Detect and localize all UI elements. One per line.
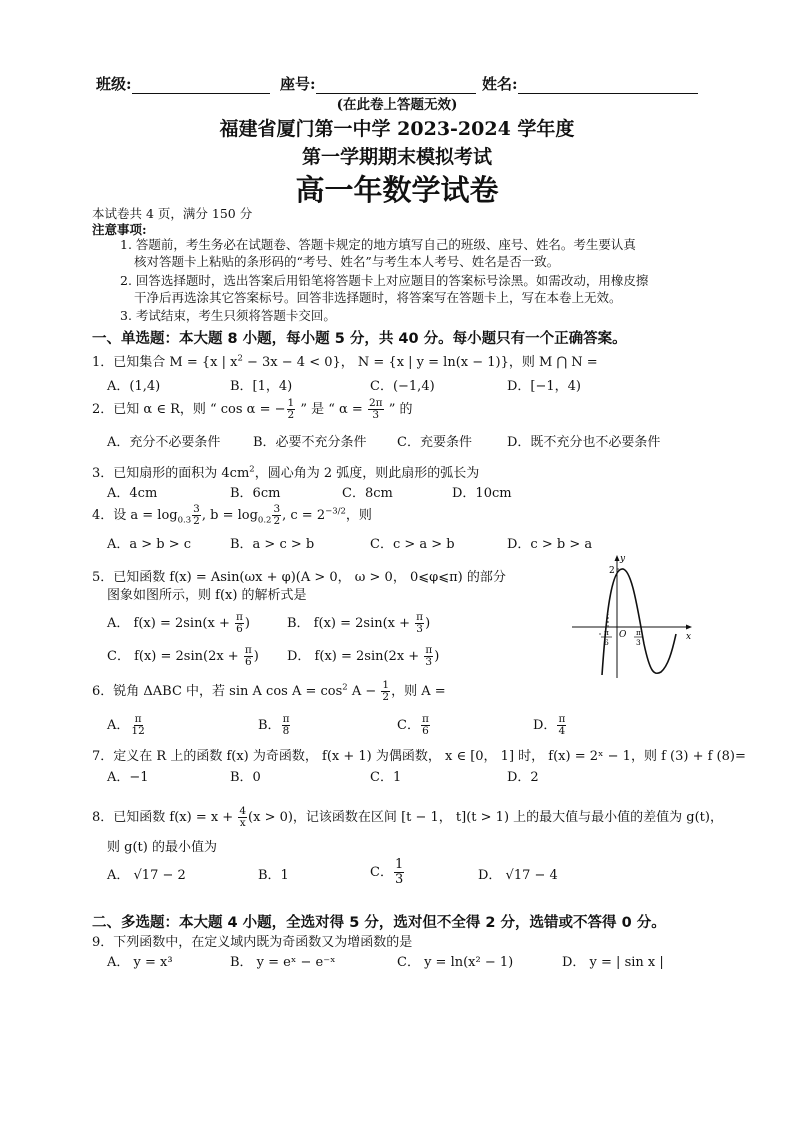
q6-c-fraction bbox=[421, 714, 430, 737]
page-title: 高一年数学试卷 bbox=[295, 173, 499, 207]
q7-option-d: D．2 bbox=[507, 770, 539, 785]
q3-option-d: D．10cm bbox=[452, 486, 512, 501]
q5-c-fraction bbox=[244, 645, 253, 668]
q8-stem-2: 则 g(t) 的最小值为 bbox=[107, 840, 217, 855]
notice: (在此卷上答题无效) bbox=[336, 97, 458, 113]
q2-fraction-2 bbox=[368, 398, 384, 421]
q6-option-a bbox=[107, 714, 147, 737]
q5-b-num: π bbox=[416, 611, 424, 623]
q3-stem-b: ，圆心角为 2 弧度，则此扇形的弧长为 bbox=[254, 466, 480, 481]
q8-option-a: A． √17 − 2 bbox=[107, 868, 186, 883]
q6-b-label: B． bbox=[258, 718, 281, 733]
q3-option-c: C．8cm bbox=[342, 486, 393, 501]
q1-option-a: A．(1,4) bbox=[107, 379, 161, 394]
q5-d-den: 3 bbox=[425, 656, 433, 668]
q8-stem-b: (x > 0)，记该函数在区间 [t − 1， t](t > 1) 上的最大值与最小值的差值为 g(t)， bbox=[248, 810, 723, 825]
q1-stem bbox=[92, 351, 598, 370]
q6-stem-a: 6．锐角 ΔABC 中，若 sin A cos A = cos bbox=[92, 684, 343, 699]
q4-sup: −3/2 bbox=[325, 506, 346, 517]
note-1a: 1. 答题前，考生务必在试题卷、答题卡规定的地方填写自己的班级、座号、姓名。考生要认真 bbox=[120, 237, 636, 252]
q5-b-fraction bbox=[415, 612, 424, 635]
note-2b: 干净后再选涂其它答案标号。回答非选择题时，将答案写在答题卡上，写在本卷上无效。 bbox=[134, 290, 622, 305]
q8-f-den: x bbox=[239, 817, 246, 829]
q2-stem-b: ” 是 “ α = bbox=[296, 402, 367, 417]
q5-y-arrow bbox=[615, 555, 620, 561]
title-line1: 福建省厦门第一中学 2023-2024 学年度 bbox=[219, 118, 575, 140]
q4-option-d: D．c > b > a bbox=[507, 537, 593, 552]
q4-f1-den: 2 bbox=[193, 515, 200, 527]
q1-stem-a: 1．已知集合 M = {x | x bbox=[92, 355, 238, 370]
q5-left-tick-den: 6 bbox=[604, 638, 609, 647]
q7-stem: 7．定义在 R 上的函数 f(x) 为奇函数， f(x + 1) 为偶函数， x ∈ [0， 1] 时， f(x) = 2ˣ − 1，则 f (3) + f (8)= bbox=[92, 749, 746, 764]
q5-x-arrow bbox=[686, 625, 692, 630]
q6-a-num: π bbox=[134, 713, 142, 725]
q3-stem bbox=[92, 462, 479, 481]
q4-f1-num: 3 bbox=[193, 503, 200, 515]
q5-c-post: ) bbox=[253, 649, 259, 664]
q5-right-tick-num: π bbox=[636, 628, 641, 637]
q5-c-num: π bbox=[244, 644, 252, 656]
q8-option-d: D． √17 − 4 bbox=[478, 868, 558, 883]
q4-fraction-2 bbox=[272, 504, 281, 527]
q5-a-den: 6 bbox=[236, 623, 243, 635]
q8-c-den: 3 bbox=[394, 872, 404, 887]
q9-option-a: A． y = x³ bbox=[107, 955, 173, 970]
q4-f2-num: 3 bbox=[273, 503, 281, 515]
q5-right-tick-den: 3 bbox=[636, 638, 641, 647]
name-label: 姓名: bbox=[482, 75, 518, 93]
q5-left-tick-num: π bbox=[604, 628, 609, 637]
q5-curve bbox=[602, 569, 676, 675]
q9-option-d: D． y = | sin x | bbox=[562, 955, 664, 970]
note-3: 3. 考试结束，考生只须将答题卡交回。 bbox=[120, 308, 336, 323]
q6-a-den: 12 bbox=[131, 725, 145, 737]
q4-stem bbox=[92, 504, 372, 527]
note-1b: 核对答题卡上粘贴的条形码的“考号、姓名”与考生本人考号、姓名是否一致。 bbox=[134, 254, 560, 269]
q2-option-d: D．既不充分也不必要条件 bbox=[507, 435, 661, 450]
q5-x-label: x bbox=[686, 632, 692, 642]
q8-c-num: 1 bbox=[394, 857, 404, 872]
q5-sine-graph bbox=[566, 552, 696, 682]
q6-option-d bbox=[533, 714, 567, 737]
q6-d-den: 4 bbox=[558, 725, 566, 737]
q6-d-fraction bbox=[557, 714, 566, 737]
q2-f1-num: 1 bbox=[287, 397, 295, 409]
name-blank bbox=[518, 79, 698, 94]
pages-info: 本试卷共 4 页，满分 150 分 bbox=[92, 206, 253, 221]
q5-d-num: π bbox=[425, 644, 433, 656]
q6-f-den: 2 bbox=[382, 691, 390, 703]
q5-option-c bbox=[107, 645, 259, 668]
q9-option-b: B． y = eˣ − e⁻ˣ bbox=[230, 955, 336, 970]
q8-f-num: 4 bbox=[239, 805, 247, 817]
q5-option-a bbox=[107, 612, 250, 635]
q2-option-b: B．必要不充分条件 bbox=[253, 435, 367, 450]
q2-fraction-1 bbox=[287, 398, 296, 421]
q6-c-num: π bbox=[421, 713, 429, 725]
q1-stem-b: − 3x − 4 < 0}， N = {x | y = ln(x − 1)}，则 M ⋂ N = bbox=[242, 355, 598, 370]
q8-c-fraction bbox=[394, 858, 404, 887]
q8-stem bbox=[92, 806, 723, 829]
q3-option-b: B．6cm bbox=[230, 486, 281, 501]
note-2a: 2. 回答选择题时，选出答案后用铅笔将答题卡上对应题目的答案标号涂黑。如需改动，用橡皮擦 bbox=[120, 273, 649, 288]
q9-stem: 9．下列函数中，在定义域内既为奇函数又为增函数的是 bbox=[92, 935, 413, 950]
q5-a-fraction bbox=[235, 612, 244, 635]
q2-f2-num: 2π bbox=[368, 397, 383, 409]
q8-c-label: C． bbox=[370, 865, 393, 880]
q5-option-b bbox=[287, 612, 430, 635]
q5-a-pre: A． f(x) = 2sin(x + bbox=[107, 616, 234, 631]
q4-f2-den: 2 bbox=[273, 515, 281, 527]
q4-stem-a: 4．设 a = log bbox=[92, 508, 178, 523]
q6-sup: 2 bbox=[342, 682, 348, 693]
q7-option-a: A．−1 bbox=[107, 770, 149, 785]
q2-f2-den: 3 bbox=[372, 409, 380, 421]
class-label: 班级: bbox=[96, 75, 132, 93]
q5-c-pre: C． f(x) = 2sin(2x + bbox=[107, 649, 243, 664]
q5-d-post: ) bbox=[434, 649, 440, 664]
q5-ymax-label: 2 bbox=[609, 566, 615, 576]
name-field bbox=[482, 73, 698, 94]
section1-title: 一、单选题：本大题 8 小题，每小题 5 分，共 40 分。每小题只有一个正确答案。 bbox=[92, 331, 627, 347]
q3-option-a: A．4cm bbox=[107, 486, 158, 501]
q4-sub-2: 0.2 bbox=[257, 515, 272, 526]
q2-stem-c: ” 的 bbox=[384, 402, 413, 417]
q5-b-post: ) bbox=[425, 616, 431, 631]
q7-option-c: C．1 bbox=[370, 770, 402, 785]
q6-option-c bbox=[397, 714, 431, 737]
q9-option-c: C． y = ln(x² − 1) bbox=[397, 955, 514, 970]
q5-stem-2: 图象如图所示，则 f(x) 的解析式是 bbox=[107, 588, 307, 603]
q6-d-label: D． bbox=[533, 718, 557, 733]
q6-c-den: 6 bbox=[422, 725, 429, 737]
q8-option-b: B．1 bbox=[258, 868, 289, 883]
q1-sup: 2 bbox=[237, 353, 243, 364]
q5-b-pre: B． f(x) = 2sin(x + bbox=[287, 616, 415, 631]
q6-option-b bbox=[258, 714, 291, 737]
q5-c-den: 6 bbox=[244, 656, 252, 668]
q4-stem-c: , c = 2 bbox=[282, 508, 326, 523]
q2-option-c: C．充要条件 bbox=[397, 435, 472, 450]
q4-sub-1: 0.3 bbox=[177, 515, 192, 526]
seat-label: 座号: bbox=[280, 75, 316, 93]
section2-title: 二、多选题：本大题 4 小题，全选对得 5 分，选对但不全得 2 分，选错或不答得 0 分。 bbox=[92, 915, 666, 931]
q5-y-label: y bbox=[620, 554, 626, 564]
q1-option-b: B．[1，4) bbox=[230, 379, 293, 394]
q6-fraction bbox=[381, 680, 390, 703]
q5-b-den: 3 bbox=[416, 623, 423, 635]
q8-stem-a: 8．已知函数 f(x) = x + bbox=[92, 810, 238, 825]
q6-c-label: C． bbox=[397, 718, 420, 733]
q1-option-c: C．(−1,4) bbox=[370, 379, 435, 394]
q7-option-b: B．0 bbox=[230, 770, 261, 785]
q6-stem bbox=[92, 680, 446, 703]
q4-option-a: A．a > b > c bbox=[107, 537, 192, 552]
q6-f-num: 1 bbox=[382, 679, 390, 691]
q2-f1-den: 2 bbox=[287, 409, 295, 421]
q4-stem-d: ，则 bbox=[345, 508, 372, 523]
q6-a-fraction bbox=[130, 714, 145, 737]
q4-option-c: C．c > a > b bbox=[370, 537, 455, 552]
q1-option-d: D．[−1，4) bbox=[507, 379, 582, 394]
q6-stem-b: A − bbox=[347, 684, 381, 699]
q3-stem-a: 3．已知扇形的面积为 4cm bbox=[92, 466, 250, 481]
q4-fraction-1 bbox=[192, 504, 201, 527]
class-blank bbox=[132, 79, 270, 94]
q4-stem-b: , b = log bbox=[201, 508, 258, 523]
q8-option-c bbox=[370, 858, 405, 887]
seat-field bbox=[280, 73, 476, 94]
q5-a-num: π bbox=[236, 611, 243, 623]
q6-b-den: 8 bbox=[282, 725, 290, 737]
q5-stem: 5．已知函数 f(x) = Asin(ωx + φ)(A > 0， ω > 0， 0⩽φ⩽π) 的部分 bbox=[92, 570, 506, 585]
q6-a-label: A． bbox=[107, 718, 130, 733]
seat-blank bbox=[316, 79, 476, 94]
q6-b-fraction bbox=[282, 714, 291, 737]
q6-b-num: π bbox=[282, 713, 290, 725]
q5-d-pre: D． f(x) = 2sin(2x + bbox=[287, 649, 424, 664]
q6-stem-c: ，则 A = bbox=[391, 684, 446, 699]
q4-option-b: B．a > c > b bbox=[230, 537, 315, 552]
notes-title: 注意事项: bbox=[92, 222, 147, 237]
q5-origin-label: O bbox=[619, 630, 627, 640]
q5-option-d bbox=[287, 645, 439, 668]
q2-stem bbox=[92, 398, 412, 421]
q2-option-a: A．充分不必要条件 bbox=[107, 435, 221, 450]
q3-sup: 2 bbox=[249, 464, 255, 475]
q2-stem-a: 2．已知 α ∈ R，则 “ cos α = − bbox=[92, 402, 286, 417]
q6-d-num: π bbox=[558, 713, 566, 725]
class-field bbox=[96, 73, 270, 94]
q5-a-post: ) bbox=[244, 616, 250, 631]
q8-fraction bbox=[238, 806, 247, 829]
q5-d-fraction bbox=[424, 645, 433, 668]
title-line2: 第一学期期末模拟考试 bbox=[301, 146, 492, 168]
